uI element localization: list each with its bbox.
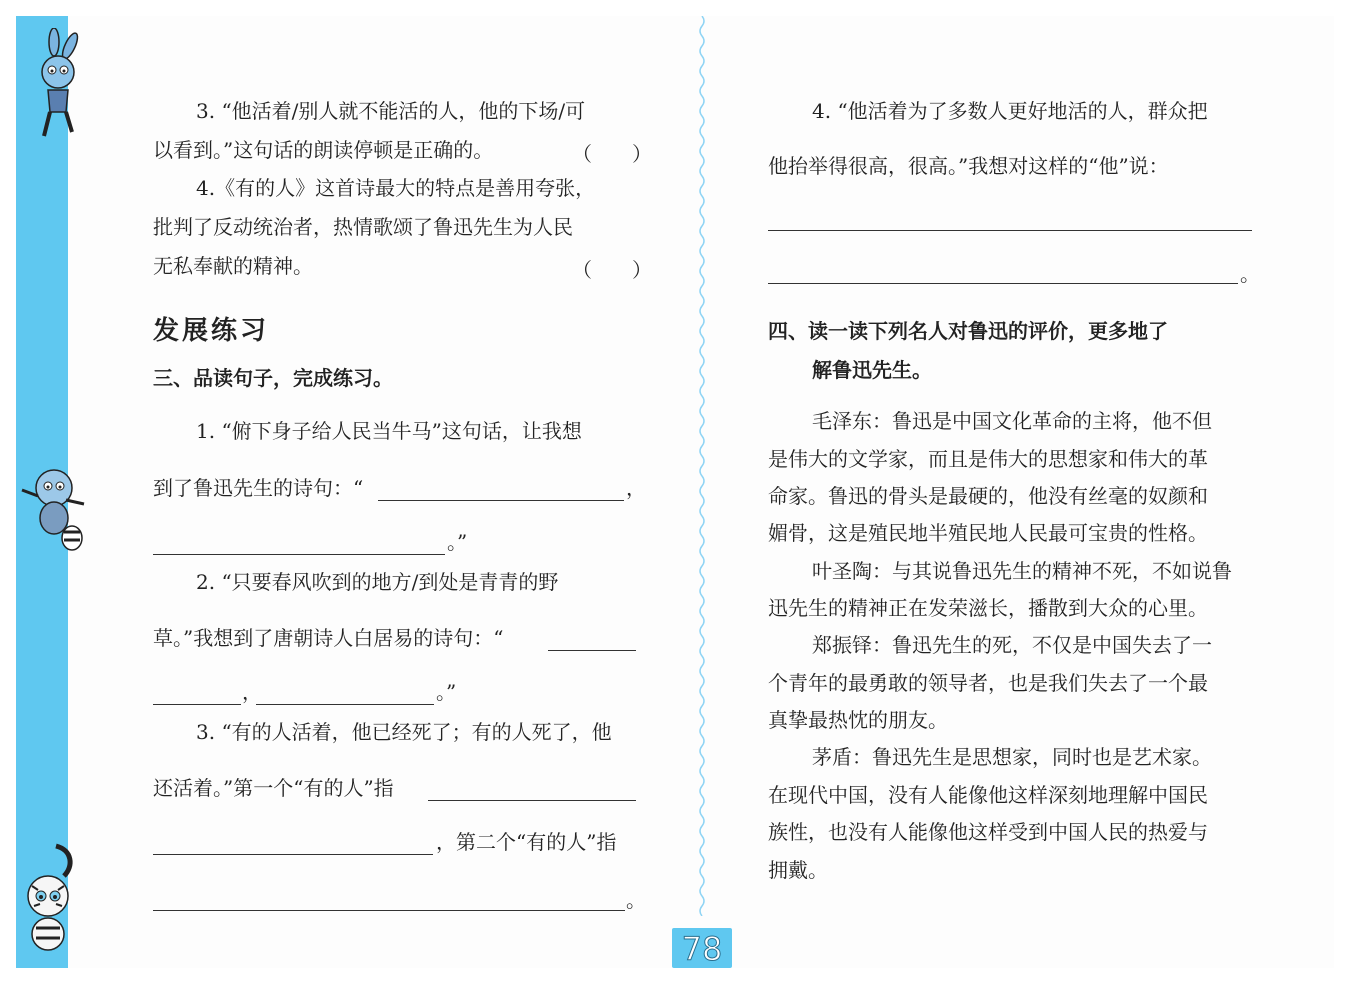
tiger-mascot-icon bbox=[16, 836, 80, 956]
e2-line1: 2. “只要春风吹到的地方/到处是青青的野 bbox=[196, 570, 559, 594]
e4-blank-1[interactable] bbox=[768, 230, 1252, 231]
e4-blank-2[interactable] bbox=[768, 283, 1238, 284]
q4-answer-paren[interactable]: （ ） bbox=[572, 258, 652, 282]
e4-line1: 4. “他活着为了多数人更好地活的人，群众把 bbox=[812, 99, 1208, 123]
e2-end: 。” bbox=[436, 680, 457, 704]
quote-line: 个青年的最勇敢的领导者，也是我们失去了一个最 bbox=[768, 671, 1208, 695]
page-number: 78 bbox=[681, 930, 723, 968]
q3-line1: 3. “他活着/别人就不能活的人，他的下场/可 bbox=[196, 99, 586, 123]
quote-line: 茅盾：鲁迅先生是思想家，同时也是艺术家。 bbox=[812, 745, 1212, 769]
q4-line1: 4.《有的人》这首诗最大的特点是善用夸张， bbox=[196, 176, 596, 200]
q4-line3: 无私奉献的精神。 bbox=[153, 254, 313, 278]
quote-line: 叶圣陶：与其说鲁迅先生的精神不死，不如说鲁 bbox=[812, 559, 1232, 583]
e3-blank-2[interactable] bbox=[153, 854, 433, 855]
e4-end: 。 bbox=[1240, 262, 1260, 286]
e1-line1: 1. “俯下身子给人民当牛马”这句话，让我想 bbox=[196, 419, 582, 443]
e1-blank-1[interactable] bbox=[378, 500, 624, 501]
e4-line2: 他抬举得很高，很高。”我想对这样的“他”说： bbox=[768, 154, 1169, 178]
e3-end: 。 bbox=[626, 888, 646, 912]
section-four-title-line1: 四、读一读下列名人对鲁迅的评价，更多地了 bbox=[768, 319, 1168, 343]
raccoon-mascot-icon bbox=[14, 460, 90, 552]
quote-line: 命家。鲁迅的骨头是最硬的，他没有丝毫的奴颜和 bbox=[768, 484, 1208, 508]
e2-blank-3[interactable] bbox=[256, 704, 434, 705]
section-title-development: 发展练习 bbox=[153, 316, 270, 346]
e3-line3: ，第二个“有的人”指 bbox=[436, 830, 617, 854]
q4-line2: 批判了反动统治者，热情歌颂了鲁迅先生为人民 bbox=[153, 215, 573, 239]
quote-line: 迅先生的精神正在发荣滋长，播散到大众的心里。 bbox=[768, 596, 1208, 620]
quote-line: 拥戴。 bbox=[768, 858, 828, 882]
quote-line: 郑振铎：鲁迅先生的死，不仅是中国失去了一 bbox=[812, 633, 1212, 657]
e3-line2: 还活着。”第一个“有的人”指 bbox=[153, 776, 394, 800]
e3-line1: 3. “有的人活着，他已经死了；有的人死了，他 bbox=[196, 720, 612, 744]
section-three-title: 三、品读句子，完成练习。 bbox=[153, 366, 393, 390]
e1-line2: 到了鲁迅先生的诗句：“ bbox=[153, 476, 364, 500]
center-divider bbox=[697, 16, 707, 916]
quote-line: 真挚最热忱的朋友。 bbox=[768, 708, 948, 732]
quote-line: 是伟大的文学家，而且是伟大的思想家和伟大的革 bbox=[768, 447, 1208, 471]
e2-comma: ， bbox=[242, 680, 262, 704]
quote-line: 族性，也没有人能像他这样受到中国人民的热爱与 bbox=[768, 820, 1208, 844]
e1-end: 。” bbox=[447, 530, 468, 554]
quote-line: 毛泽东：鲁迅是中国文化革命的主将，他不但 bbox=[812, 409, 1212, 433]
e2-blank-2[interactable] bbox=[153, 704, 241, 705]
quote-line: 在现代中国，没有人能像他这样深刻地理解中国民 bbox=[768, 783, 1208, 807]
section-four-title-line2: 解鲁迅先生。 bbox=[812, 358, 932, 382]
e2-blank-1[interactable] bbox=[548, 650, 636, 651]
quote-line: 媚骨，这是殖民地半殖民地人民最可宝贵的性格。 bbox=[768, 521, 1208, 545]
e1-comma: ， bbox=[626, 476, 646, 500]
e1-blank-2[interactable] bbox=[153, 554, 445, 555]
e2-line2: 草。”我想到了唐朝诗人白居易的诗句：“ bbox=[153, 626, 504, 650]
e3-blank-3[interactable] bbox=[153, 910, 625, 911]
q3-line2: 以看到。”这句话的朗读停顿是正确的。 bbox=[153, 138, 494, 162]
e3-blank-1[interactable] bbox=[428, 800, 636, 801]
q3-answer-paren[interactable]: （ ） bbox=[572, 142, 652, 166]
rabbit-mascot-icon bbox=[18, 28, 90, 144]
